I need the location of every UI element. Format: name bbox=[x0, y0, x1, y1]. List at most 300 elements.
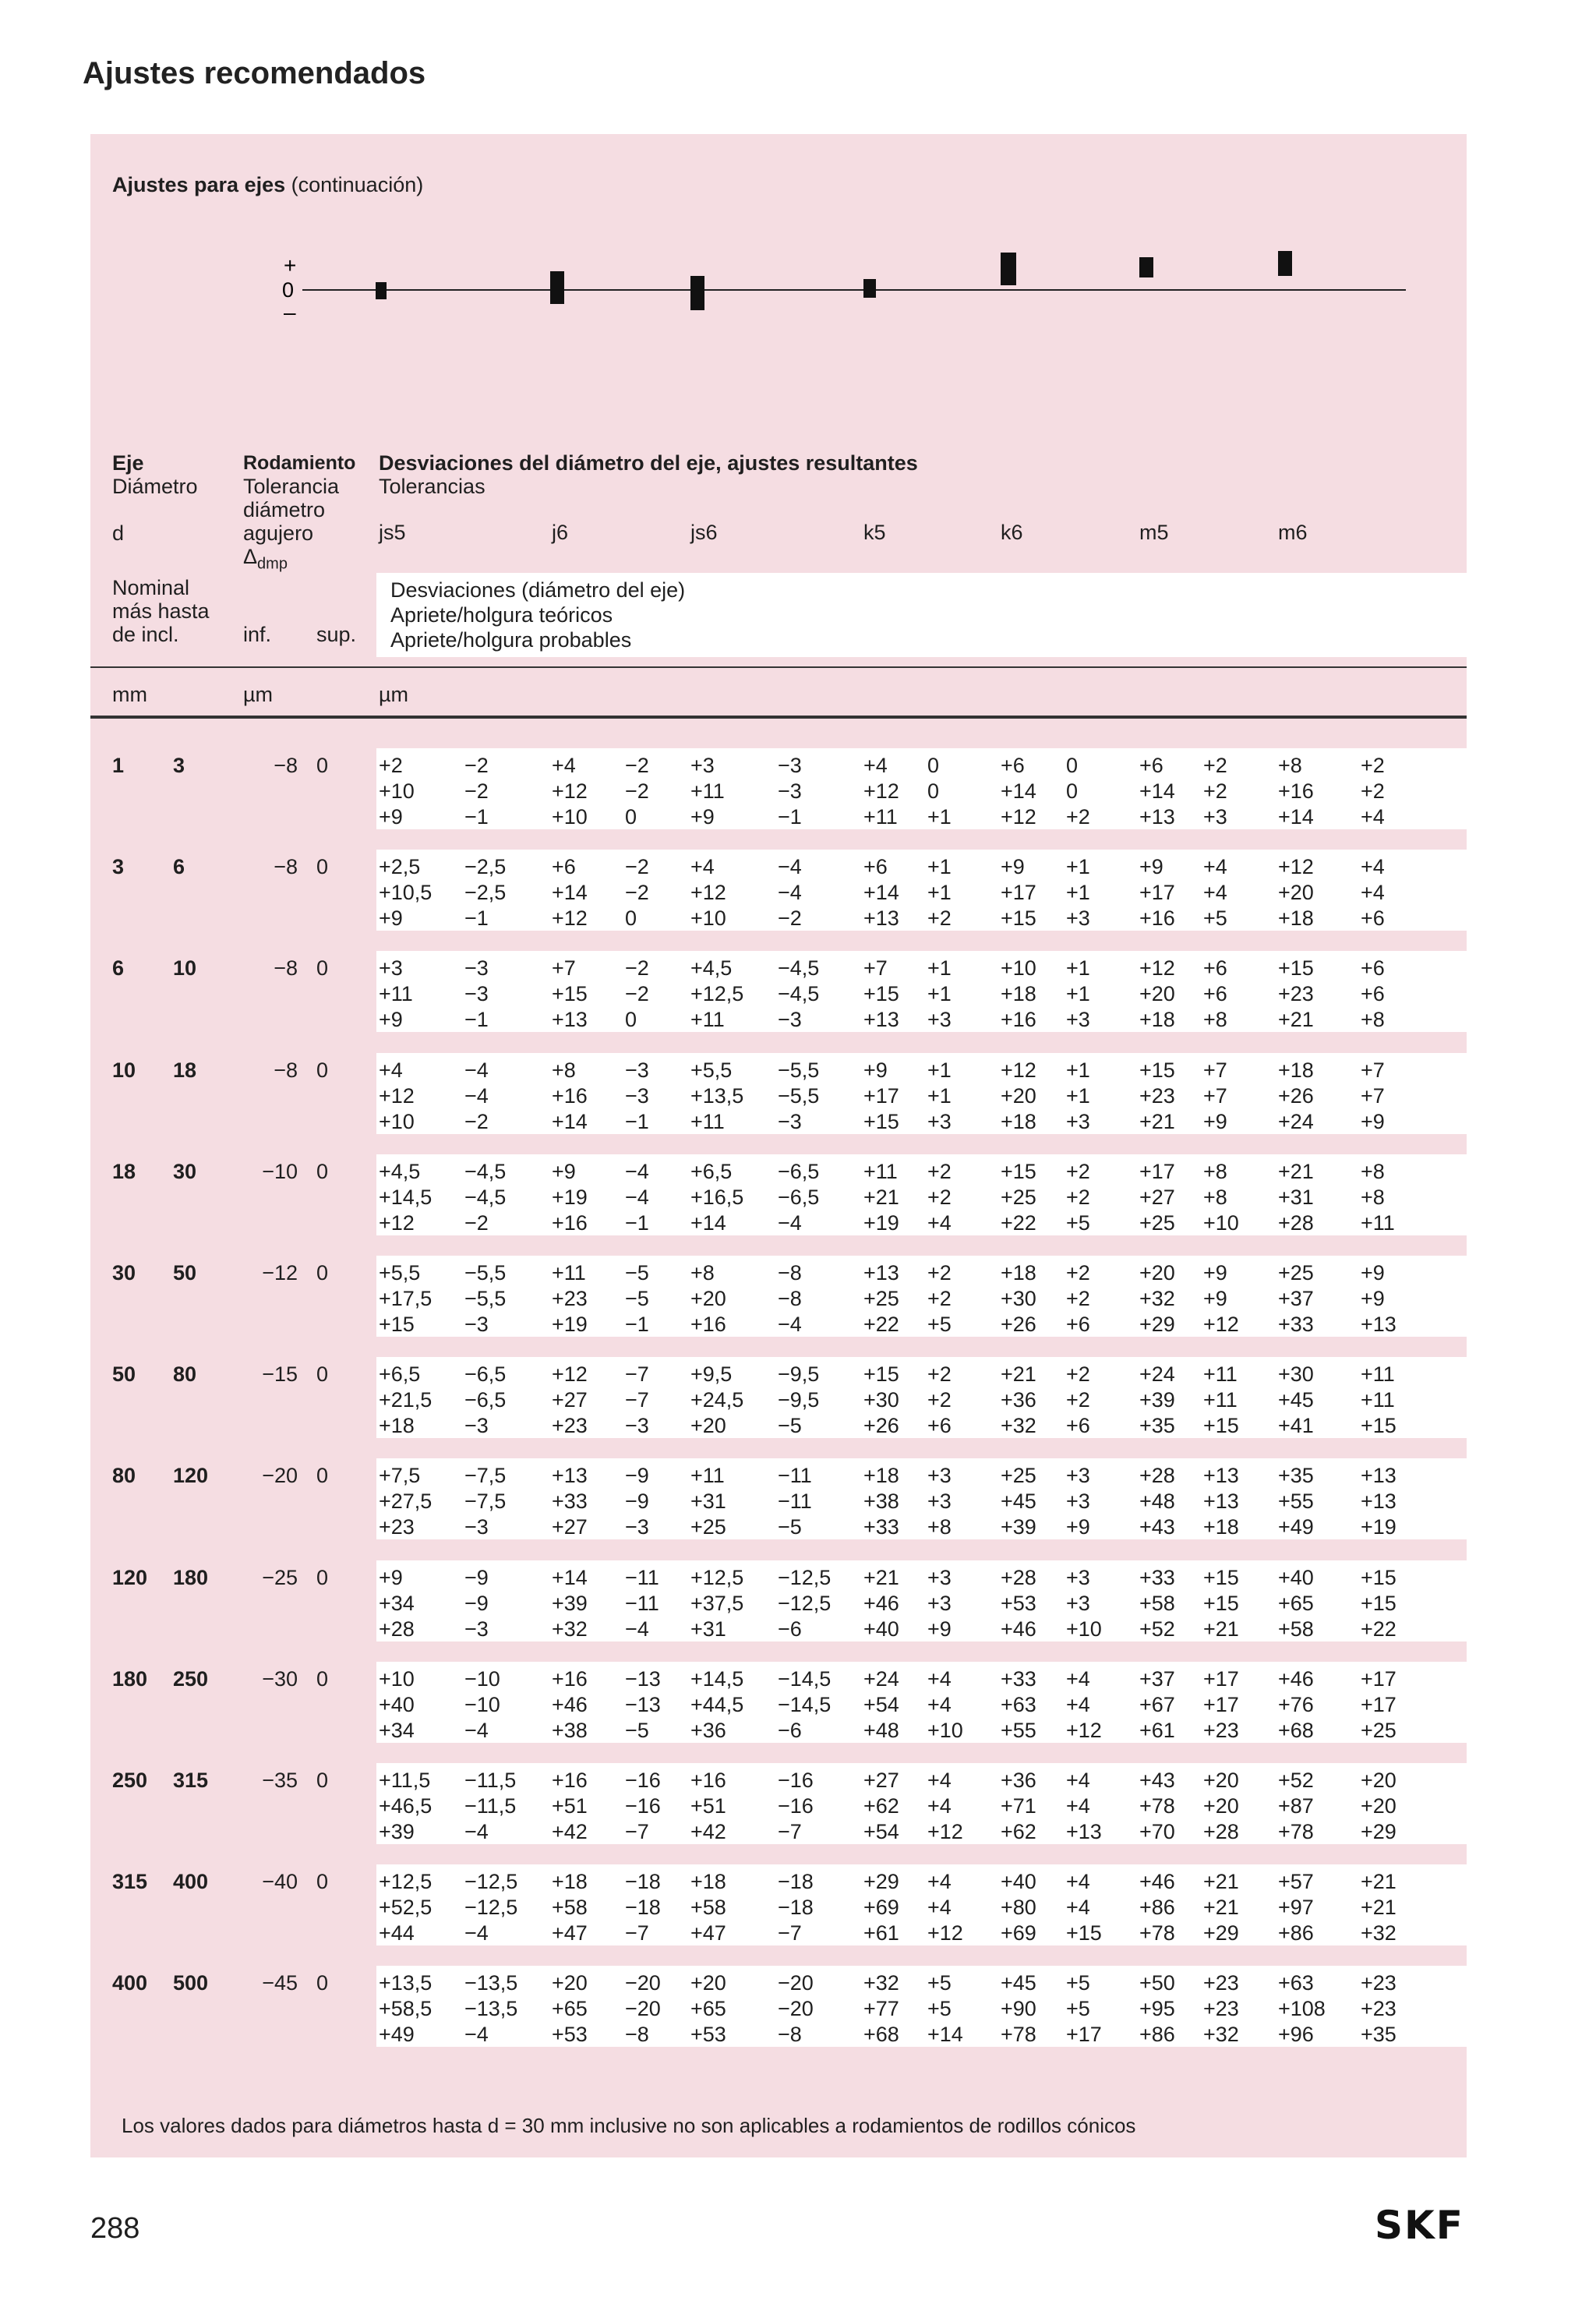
table-row bbox=[90, 1970, 1467, 2056]
bearing-tolerance-inf: −40 bbox=[262, 1870, 298, 1894]
fit-m6-upper: +21 +31 +28 bbox=[1278, 1159, 1314, 1235]
diameter-to: 400 bbox=[173, 1870, 209, 1894]
fit-k6-lower: +1 +1 +3 bbox=[1066, 855, 1090, 931]
fit-js6-upper: +14,5 +44,5 +36 bbox=[690, 1666, 744, 1742]
fit-m6-lower: +17 +17 +25 bbox=[1361, 1666, 1396, 1742]
fit-js6-lower: −6,5 −6,5 −4 bbox=[778, 1159, 820, 1235]
footnote: Los valores dados para diámetros hasta d = 30 mm inclusive no son aplicables a rodamientos de rodillos cónicos bbox=[122, 2114, 1136, 2137]
fit-k6-upper: +28 +53 +46 bbox=[1001, 1565, 1036, 1641]
tolerance-m6: m6 bbox=[1278, 521, 1308, 544]
header-rule-bottom bbox=[90, 716, 1467, 719]
fit-m5-lower: +23 +23 +32 bbox=[1203, 1971, 1239, 2047]
bearing-tolerance-sup: 0 bbox=[316, 1261, 329, 1285]
bearing-tolerance-sup: 0 bbox=[316, 1464, 329, 1488]
fit-j6-upper: +20 +65 +53 bbox=[552, 1971, 588, 2047]
fit-js6-upper: +3 +11 +9 bbox=[690, 754, 725, 829]
fit-js6-upper: +20 +65 +53 bbox=[690, 1971, 726, 2047]
fit-j6-lower: −13 −13 −5 bbox=[625, 1666, 661, 1742]
fit-k5-upper: +21 +46 +40 bbox=[863, 1565, 899, 1641]
tolerance-js6: js6 bbox=[690, 521, 718, 544]
fit-k5-lower: +1 +1 +2 bbox=[927, 855, 952, 931]
fit-m5-lower: +6 +6 +8 bbox=[1203, 956, 1227, 1032]
fit-js5-upper: +9 +34 +28 bbox=[379, 1565, 415, 1641]
row-background bbox=[376, 951, 1527, 1032]
fit-m5-upper: +17 +27 +25 bbox=[1139, 1159, 1175, 1235]
diameter-from: 3 bbox=[112, 855, 125, 879]
header-sup: sup. bbox=[316, 623, 357, 646]
table-row bbox=[90, 1159, 1467, 1245]
fit-m6-upper: +35 +55 +49 bbox=[1278, 1464, 1314, 1539]
fit-j6-lower: −3 −3 −1 bbox=[625, 1058, 649, 1133]
fit-m5-lower: +9 +9 +12 bbox=[1203, 1261, 1239, 1336]
fits-table-panel bbox=[90, 134, 1467, 2157]
fit-j6-lower: −7 −7 −3 bbox=[625, 1362, 649, 1438]
fit-m5-lower: +20 +20 +28 bbox=[1203, 1769, 1239, 1843]
fit-k6-lower: +3 +3 +9 bbox=[1066, 1464, 1090, 1539]
bar-js6 bbox=[690, 276, 704, 310]
bearing-tolerance-inf: −45 bbox=[262, 1971, 298, 1995]
fit-m6-lower: +4 +4 +6 bbox=[1361, 855, 1385, 931]
header-diametro-agujero: diámetro bbox=[243, 498, 326, 521]
table-row bbox=[90, 1058, 1467, 1143]
bearing-tolerance-sup: 0 bbox=[316, 1666, 329, 1691]
header-d: d bbox=[112, 521, 125, 545]
row-background bbox=[376, 748, 1527, 829]
fit-m6-lower: +13 +13 +19 bbox=[1361, 1464, 1396, 1539]
header-de-incl: de incl. bbox=[112, 623, 179, 646]
fit-js5-lower: −5,5 −5,5 −3 bbox=[464, 1261, 507, 1336]
fit-js5-lower: −3 −3 −1 bbox=[464, 956, 489, 1032]
fit-js6-lower: −18 −18 −7 bbox=[778, 1870, 814, 1945]
fit-js5-upper: +6,5 +21,5 +18 bbox=[379, 1362, 433, 1438]
fit-js6-upper: +12,5 +37,5 +31 bbox=[690, 1565, 744, 1641]
fit-js5-upper: +4,5 +14,5 +12 bbox=[379, 1159, 433, 1235]
fit-k6-upper: +33 +63 +55 bbox=[1001, 1666, 1036, 1742]
header-diametro: Diámetro bbox=[112, 475, 198, 498]
tolerance-js5: js5 bbox=[379, 521, 406, 544]
fit-k5-upper: +32 +77 +68 bbox=[863, 1971, 899, 2047]
tolerance-m5: m5 bbox=[1139, 521, 1169, 544]
fit-m5-lower: +4 +4 +5 bbox=[1203, 855, 1227, 931]
fit-j6-upper: +9 +19 +16 bbox=[552, 1159, 588, 1235]
fit-m6-upper: +25 +37 +33 bbox=[1278, 1261, 1314, 1336]
fit-js5-lower: −12,5 −12,5 −4 bbox=[464, 1870, 518, 1945]
fit-js6-upper: +4 +12 +10 bbox=[690, 855, 726, 931]
fit-js5-lower: −13,5 −13,5 −4 bbox=[464, 1971, 518, 2047]
fit-m6-lower: +23 +23 +35 bbox=[1361, 1971, 1396, 2047]
fit-k5-upper: +29 +69 +61 bbox=[863, 1870, 899, 1945]
diagram-zero-label: 0 bbox=[282, 278, 295, 302]
fit-m5-lower: +7 +7 +9 bbox=[1203, 1058, 1227, 1133]
fit-js6-lower: −12,5 −12,5 −6 bbox=[778, 1565, 832, 1641]
fit-js5-lower: −4,5 −4,5 −2 bbox=[464, 1159, 507, 1235]
table-row bbox=[90, 1666, 1467, 1752]
legend-desviaciones: Desviaciones (diámetro del eje) bbox=[390, 578, 686, 602]
skf-logo: SKF bbox=[1375, 2203, 1464, 2248]
fit-m6-upper: +57 +97 +86 bbox=[1278, 1870, 1314, 1945]
fit-js5-upper: +2 +10 +9 bbox=[379, 754, 415, 829]
fit-m5-lower: +2 +2 +3 bbox=[1203, 754, 1227, 829]
fit-m5-upper: +33 +58 +52 bbox=[1139, 1565, 1175, 1641]
fit-k5-lower: +1 +1 +3 bbox=[927, 1058, 952, 1133]
fit-j6-lower: −2 −2 0 bbox=[625, 956, 649, 1032]
diameter-from: 1 bbox=[112, 754, 125, 777]
fit-js5-lower: −11,5 −11,5 −4 bbox=[464, 1769, 517, 1843]
bar-k6 bbox=[1001, 253, 1016, 285]
page-title: Ajustes recomendados bbox=[83, 56, 426, 90]
fit-k5-upper: +9 +17 +15 bbox=[863, 1058, 899, 1133]
bar-k5 bbox=[863, 279, 876, 298]
diameter-to: 50 bbox=[173, 1261, 197, 1285]
fit-k5-upper: +24 +54 +48 bbox=[863, 1666, 899, 1742]
bearing-tolerance-inf: −8 bbox=[274, 754, 298, 777]
fit-k5-lower: +2 +2 +5 bbox=[927, 1261, 952, 1336]
fit-js5-upper: +4 +12 +10 bbox=[379, 1058, 415, 1133]
fit-m6-upper: +8 +16 +14 bbox=[1278, 754, 1314, 829]
fit-k5-lower: +4 +4 +12 bbox=[927, 1870, 963, 1945]
table-row bbox=[90, 1260, 1467, 1346]
fit-k6-lower: 0 0 +2 bbox=[1066, 754, 1090, 829]
diameter-to: 80 bbox=[173, 1362, 197, 1387]
legend-box bbox=[376, 573, 1527, 657]
header-desviaciones-title: Desviaciones del diámetro del eje, ajustes resultantes bbox=[379, 451, 918, 475]
fit-k5-lower: 0 0 +1 bbox=[927, 754, 952, 829]
header-tolerancia: Tolerancia bbox=[243, 475, 340, 498]
fit-js5-lower: −9 −9 −3 bbox=[464, 1565, 489, 1641]
fit-js5-upper: +11,5 +46,5 +39 bbox=[379, 1769, 433, 1843]
fit-m5-upper: +37 +67 +61 bbox=[1139, 1666, 1175, 1742]
diameter-from: 6 bbox=[112, 956, 125, 981]
bar-m5 bbox=[1139, 257, 1153, 277]
fit-j6-upper: +16 +46 +38 bbox=[552, 1666, 588, 1742]
diameter-to: 10 bbox=[173, 956, 197, 981]
fit-js6-lower: −9,5 −9,5 −5 bbox=[778, 1362, 820, 1438]
row-background bbox=[376, 850, 1527, 931]
bar-m6 bbox=[1278, 251, 1292, 276]
fit-k5-upper: +27 +62 +54 bbox=[863, 1769, 899, 1843]
fit-k5-lower: +1 +1 +3 bbox=[927, 956, 952, 1032]
fit-k5-upper: +6 +14 +13 bbox=[863, 855, 899, 931]
fit-js6-lower: −4 −4 −2 bbox=[778, 855, 802, 931]
row-background bbox=[376, 1053, 1527, 1134]
row-background bbox=[376, 1256, 1527, 1337]
bearing-tolerance-inf: −20 bbox=[262, 1464, 298, 1488]
diameter-to: 18 bbox=[173, 1058, 197, 1082]
fit-j6-upper: +16 +51 +42 bbox=[552, 1769, 588, 1843]
diameter-to: 6 bbox=[173, 855, 185, 879]
fit-k6-lower: +1 +1 +3 bbox=[1066, 956, 1090, 1032]
fit-m6-lower: +15 +15 +22 bbox=[1361, 1565, 1396, 1641]
fit-k6-lower: +2 +2 +6 bbox=[1066, 1362, 1090, 1438]
fit-m6-upper: +46 +76 +68 bbox=[1278, 1666, 1314, 1742]
fit-m5-upper: +24 +39 +35 bbox=[1139, 1362, 1175, 1438]
fit-k6-lower: +2 +2 +6 bbox=[1066, 1261, 1090, 1336]
bearing-tolerance-sup: 0 bbox=[316, 1159, 329, 1183]
bar-js5 bbox=[376, 282, 387, 299]
fit-m5-upper: +50 +95 +86 bbox=[1139, 1971, 1175, 2047]
bearing-tolerance-sup: 0 bbox=[316, 1058, 329, 1082]
diameter-from: 10 bbox=[112, 1058, 136, 1082]
diameter-from: 120 bbox=[112, 1565, 148, 1589]
header-delta-dmp bbox=[243, 544, 288, 576]
fit-m6-lower: +9 +9 +13 bbox=[1361, 1261, 1396, 1336]
diameter-to: 500 bbox=[173, 1971, 209, 1995]
bearing-tolerance-inf: −30 bbox=[262, 1666, 298, 1691]
fit-js6-upper: +8 +20 +16 bbox=[690, 1261, 726, 1336]
fit-js6-lower: −20 −20 −8 bbox=[778, 1971, 814, 2047]
fit-m6-lower: +8 +8 +11 bbox=[1361, 1159, 1395, 1235]
fit-k5-upper: +15 +30 +26 bbox=[863, 1362, 899, 1438]
diagram-minus-label: – bbox=[284, 300, 296, 324]
header-rodamiento: Rodamiento bbox=[243, 452, 356, 474]
fit-js6-upper: +11 +31 +25 bbox=[690, 1464, 726, 1539]
diameter-to: 315 bbox=[173, 1769, 209, 1792]
fit-js6-lower: −3 −3 −1 bbox=[778, 754, 802, 829]
diameter-from: 400 bbox=[112, 1971, 148, 1995]
diameter-from: 250 bbox=[112, 1769, 148, 1792]
fit-k6-lower: +1 +1 +3 bbox=[1066, 1058, 1090, 1133]
bar-j6 bbox=[550, 271, 564, 304]
fit-js5-lower: −2 −2 −1 bbox=[464, 754, 489, 829]
fit-k6-lower: +2 +2 +5 bbox=[1066, 1159, 1090, 1235]
fit-k6-upper: +25 +45 +39 bbox=[1001, 1464, 1036, 1539]
panel-heading-bold: Ajustes para ejes bbox=[112, 173, 286, 196]
fit-m5-upper: +28 +48 +43 bbox=[1139, 1464, 1175, 1539]
tolerance-zone-diagram bbox=[90, 251, 1467, 345]
fit-m6-upper: +40 +65 +58 bbox=[1278, 1565, 1314, 1641]
fit-js6-upper: +4,5 +12,5 +11 bbox=[690, 956, 744, 1032]
fit-js6-lower: −5,5 −5,5 −3 bbox=[778, 1058, 820, 1133]
header-agujero: agujero bbox=[243, 521, 314, 545]
fit-js5-lower: −7,5 −7,5 −3 bbox=[464, 1464, 507, 1539]
header-inf: inf. bbox=[243, 623, 272, 646]
fit-j6-upper: +12 +27 +23 bbox=[552, 1362, 588, 1438]
table-row bbox=[90, 1768, 1467, 1854]
fit-m5-lower: +11 +11 +15 bbox=[1203, 1362, 1239, 1438]
row-background bbox=[376, 1458, 1527, 1539]
fit-k5-lower: +2 +2 +6 bbox=[927, 1362, 952, 1438]
bearing-tolerance-sup: 0 bbox=[316, 1769, 329, 1792]
fit-m5-lower: +17 +17 +23 bbox=[1203, 1666, 1239, 1742]
fit-j6-upper: +13 +33 +27 bbox=[552, 1464, 588, 1539]
diameter-from: 50 bbox=[112, 1362, 136, 1387]
panel-heading bbox=[112, 173, 423, 197]
diameter-from: 18 bbox=[112, 1159, 136, 1183]
header-rule-top bbox=[90, 666, 1467, 668]
fit-m6-lower: +11 +11 +15 bbox=[1361, 1362, 1396, 1438]
diameter-to: 180 bbox=[173, 1565, 209, 1589]
fit-js5-lower: −4 −4 −2 bbox=[464, 1058, 489, 1133]
diameter-from: 315 bbox=[112, 1870, 148, 1894]
fit-k6-upper: +18 +30 +26 bbox=[1001, 1261, 1036, 1336]
unit-um-shaft: µm bbox=[379, 683, 409, 706]
fit-m6-lower: +7 +7 +9 bbox=[1361, 1058, 1385, 1133]
fit-k6-lower: +5 +5 +17 bbox=[1066, 1971, 1102, 2047]
fit-m5-upper: +20 +32 +29 bbox=[1139, 1261, 1175, 1336]
fit-k6-upper: +10 +18 +16 bbox=[1001, 956, 1036, 1032]
fit-m6-lower: +2 +2 +4 bbox=[1361, 754, 1385, 829]
bearing-tolerance-sup: 0 bbox=[316, 1870, 329, 1894]
bearing-tolerance-inf: −12 bbox=[262, 1261, 298, 1285]
fit-k6-upper: +45 +90 +78 bbox=[1001, 1971, 1036, 2047]
fit-k6-upper: +9 +17 +15 bbox=[1001, 855, 1036, 931]
fit-m5-lower: +13 +13 +18 bbox=[1203, 1464, 1239, 1539]
fit-k5-upper: +11 +21 +19 bbox=[863, 1159, 899, 1235]
fit-k5-lower: +4 +4 +10 bbox=[927, 1666, 963, 1742]
diameter-to: 3 bbox=[173, 754, 185, 777]
fit-js6-upper: +18 +58 +47 bbox=[690, 1870, 726, 1945]
fit-k5-lower: +3 +3 +9 bbox=[927, 1565, 952, 1641]
diameter-to: 250 bbox=[173, 1666, 209, 1691]
fit-js5-lower: −10 −10 −4 bbox=[464, 1666, 500, 1742]
bearing-tolerance-inf: −15 bbox=[262, 1362, 298, 1387]
tolerance-k6: k6 bbox=[1001, 521, 1023, 544]
fit-m5-upper: +15 +23 +21 bbox=[1139, 1058, 1175, 1133]
fit-m5-lower: +15 +15 +21 bbox=[1203, 1565, 1239, 1641]
fit-m5-lower: +8 +8 +10 bbox=[1203, 1159, 1239, 1235]
fit-k6-upper: +40 +80 +69 bbox=[1001, 1870, 1036, 1945]
delta-symbol: Δ bbox=[243, 545, 258, 568]
table-row bbox=[90, 1565, 1467, 1651]
fit-js6-upper: +6,5 +16,5 +14 bbox=[690, 1159, 744, 1235]
fit-j6-upper: +4 +12 +10 bbox=[552, 754, 588, 829]
fit-js6-lower: −8 −8 −4 bbox=[778, 1261, 802, 1336]
bearing-tolerance-inf: −25 bbox=[262, 1565, 298, 1589]
fit-js6-upper: +9,5 +24,5 +20 bbox=[690, 1362, 744, 1438]
fit-js5-upper: +5,5 +17,5 +15 bbox=[379, 1261, 433, 1336]
fit-j6-lower: −2 −2 0 bbox=[625, 855, 649, 931]
bearing-tolerance-sup: 0 bbox=[316, 1971, 329, 1995]
tolerance-k5: k5 bbox=[863, 521, 886, 544]
bearing-tolerance-sup: 0 bbox=[316, 754, 329, 777]
fit-js6-lower: −11 −11 −5 bbox=[778, 1464, 812, 1539]
fit-k6-upper: +21 +36 +32 bbox=[1001, 1362, 1036, 1438]
fit-m5-lower: +21 +21 +29 bbox=[1203, 1870, 1239, 1945]
header-eje: Eje bbox=[112, 451, 144, 475]
fit-m6-upper: +12 +20 +18 bbox=[1278, 855, 1314, 931]
fit-j6-upper: +11 +23 +19 bbox=[552, 1261, 588, 1336]
fit-j6-lower: −20 −20 −8 bbox=[625, 1971, 661, 2047]
fit-j6-lower: −4 −4 −1 bbox=[625, 1159, 649, 1235]
fit-j6-lower: −18 −18 −7 bbox=[625, 1870, 661, 1945]
table-row bbox=[90, 1463, 1467, 1549]
fit-m5-upper: +6 +14 +13 bbox=[1139, 754, 1175, 829]
fit-k5-lower: +2 +2 +4 bbox=[927, 1159, 952, 1235]
panel-heading-rest: (continuación) bbox=[285, 173, 424, 196]
bearing-tolerance-sup: 0 bbox=[316, 1362, 329, 1387]
fit-k6-lower: +4 +4 +15 bbox=[1066, 1870, 1102, 1945]
row-background bbox=[376, 1560, 1527, 1641]
fit-k6-lower: +4 +4 +13 bbox=[1066, 1769, 1102, 1843]
fit-js6-upper: +16 +51 +42 bbox=[690, 1769, 726, 1843]
fit-js5-upper: +2,5 +10,5 +9 bbox=[379, 855, 433, 931]
fit-k5-lower: +3 +3 +8 bbox=[927, 1464, 952, 1539]
fit-k6-lower: +3 +3 +10 bbox=[1066, 1565, 1102, 1641]
header-mas-hasta: más hasta bbox=[112, 599, 210, 623]
fit-k6-lower: +4 +4 +12 bbox=[1066, 1666, 1102, 1742]
fit-m5-upper: +12 +20 +18 bbox=[1139, 956, 1175, 1032]
unit-mm: mm bbox=[112, 683, 147, 706]
delta-subscript: dmp bbox=[257, 555, 288, 573]
fit-m6-upper: +63 +108 +96 bbox=[1278, 1971, 1326, 2047]
header-nominal: Nominal bbox=[112, 576, 190, 599]
page-number: 288 bbox=[90, 2212, 140, 2245]
fit-m5-upper: +9 +17 +16 bbox=[1139, 855, 1175, 931]
fit-j6-lower: −5 −5 −1 bbox=[625, 1261, 649, 1336]
unit-um-bearing: µm bbox=[243, 683, 274, 706]
bearing-tolerance-inf: −35 bbox=[262, 1769, 298, 1792]
fit-k6-upper: +6 +14 +12 bbox=[1001, 754, 1036, 829]
bearing-tolerance-sup: 0 bbox=[316, 855, 329, 879]
fit-k5-lower: +4 +4 +12 bbox=[927, 1769, 963, 1843]
fit-js5-upper: +7,5 +27,5 +23 bbox=[379, 1464, 433, 1539]
fit-m6-lower: +6 +6 +8 bbox=[1361, 956, 1385, 1032]
fit-m6-upper: +52 +87 +78 bbox=[1278, 1769, 1314, 1843]
diameter-to: 120 bbox=[173, 1464, 209, 1488]
fit-k5-upper: +13 +25 +22 bbox=[863, 1261, 899, 1336]
fit-js5-lower: −2,5 −2,5 −1 bbox=[464, 855, 507, 931]
fit-js5-upper: +12,5 +52,5 +44 bbox=[379, 1870, 433, 1945]
fit-k5-lower: +5 +5 +14 bbox=[927, 1971, 963, 2047]
fit-j6-lower: −9 −9 −3 bbox=[625, 1464, 649, 1539]
table-row bbox=[90, 956, 1467, 1041]
table-row bbox=[90, 854, 1467, 940]
fit-j6-lower: −16 −16 −7 bbox=[625, 1769, 661, 1843]
fit-m5-upper: +43 +78 +70 bbox=[1139, 1769, 1175, 1843]
fit-k6-upper: +15 +25 +22 bbox=[1001, 1159, 1036, 1235]
table-row bbox=[90, 1869, 1467, 1955]
row-background bbox=[376, 1154, 1527, 1235]
fit-j6-upper: +6 +14 +12 bbox=[552, 855, 588, 931]
fit-m6-upper: +30 +45 +41 bbox=[1278, 1362, 1314, 1438]
fit-m6-upper: +15 +23 +21 bbox=[1278, 956, 1314, 1032]
fit-m6-lower: +20 +20 +29 bbox=[1361, 1769, 1396, 1843]
fit-k6-upper: +12 +20 +18 bbox=[1001, 1058, 1036, 1133]
bearing-tolerance-sup: 0 bbox=[316, 1565, 329, 1589]
table-row bbox=[90, 753, 1467, 839]
bearing-tolerance-inf: −10 bbox=[262, 1159, 298, 1183]
bearing-tolerance-inf: −8 bbox=[274, 1058, 298, 1082]
fit-m6-lower: +21 +21 +32 bbox=[1361, 1870, 1396, 1945]
legend-probables: Apriete/holgura probables bbox=[390, 628, 632, 652]
fit-js5-upper: +10 +40 +34 bbox=[379, 1666, 415, 1742]
fit-js5-lower: −6,5 −6,5 −3 bbox=[464, 1362, 507, 1438]
fit-j6-upper: +7 +15 +13 bbox=[552, 956, 588, 1032]
tolerance-j6: j6 bbox=[552, 521, 569, 544]
fit-k5-upper: +4 +12 +11 bbox=[863, 754, 899, 829]
fit-j6-lower: −11 −11 −4 bbox=[625, 1565, 659, 1641]
fit-js6-lower: −16 −16 −7 bbox=[778, 1769, 814, 1843]
fit-js6-upper: +5,5 +13,5 +11 bbox=[690, 1058, 744, 1133]
diameter-from: 30 bbox=[112, 1261, 136, 1285]
fit-j6-upper: +18 +58 +47 bbox=[552, 1870, 588, 1945]
diagram-plus-label: + bbox=[284, 253, 297, 277]
diameter-from: 80 bbox=[112, 1464, 136, 1488]
fit-k5-upper: +7 +15 +13 bbox=[863, 956, 899, 1032]
fit-j6-upper: +14 +39 +32 bbox=[552, 1565, 588, 1641]
fit-j6-upper: +8 +16 +14 bbox=[552, 1058, 588, 1133]
fit-m6-upper: +18 +26 +24 bbox=[1278, 1058, 1314, 1133]
fit-m5-upper: +46 +86 +78 bbox=[1139, 1870, 1175, 1945]
fit-j6-lower: −2 −2 0 bbox=[625, 754, 649, 829]
fit-k6-upper: +36 +71 +62 bbox=[1001, 1769, 1036, 1843]
fit-js5-upper: +3 +11 +9 bbox=[379, 956, 413, 1032]
bearing-tolerance-inf: −8 bbox=[274, 956, 298, 981]
diameter-from: 180 bbox=[112, 1666, 148, 1691]
fit-js6-lower: −4,5 −4,5 −3 bbox=[778, 956, 820, 1032]
table-row bbox=[90, 1362, 1467, 1447]
legend-teoricos: Apriete/holgura teóricos bbox=[390, 603, 613, 627]
